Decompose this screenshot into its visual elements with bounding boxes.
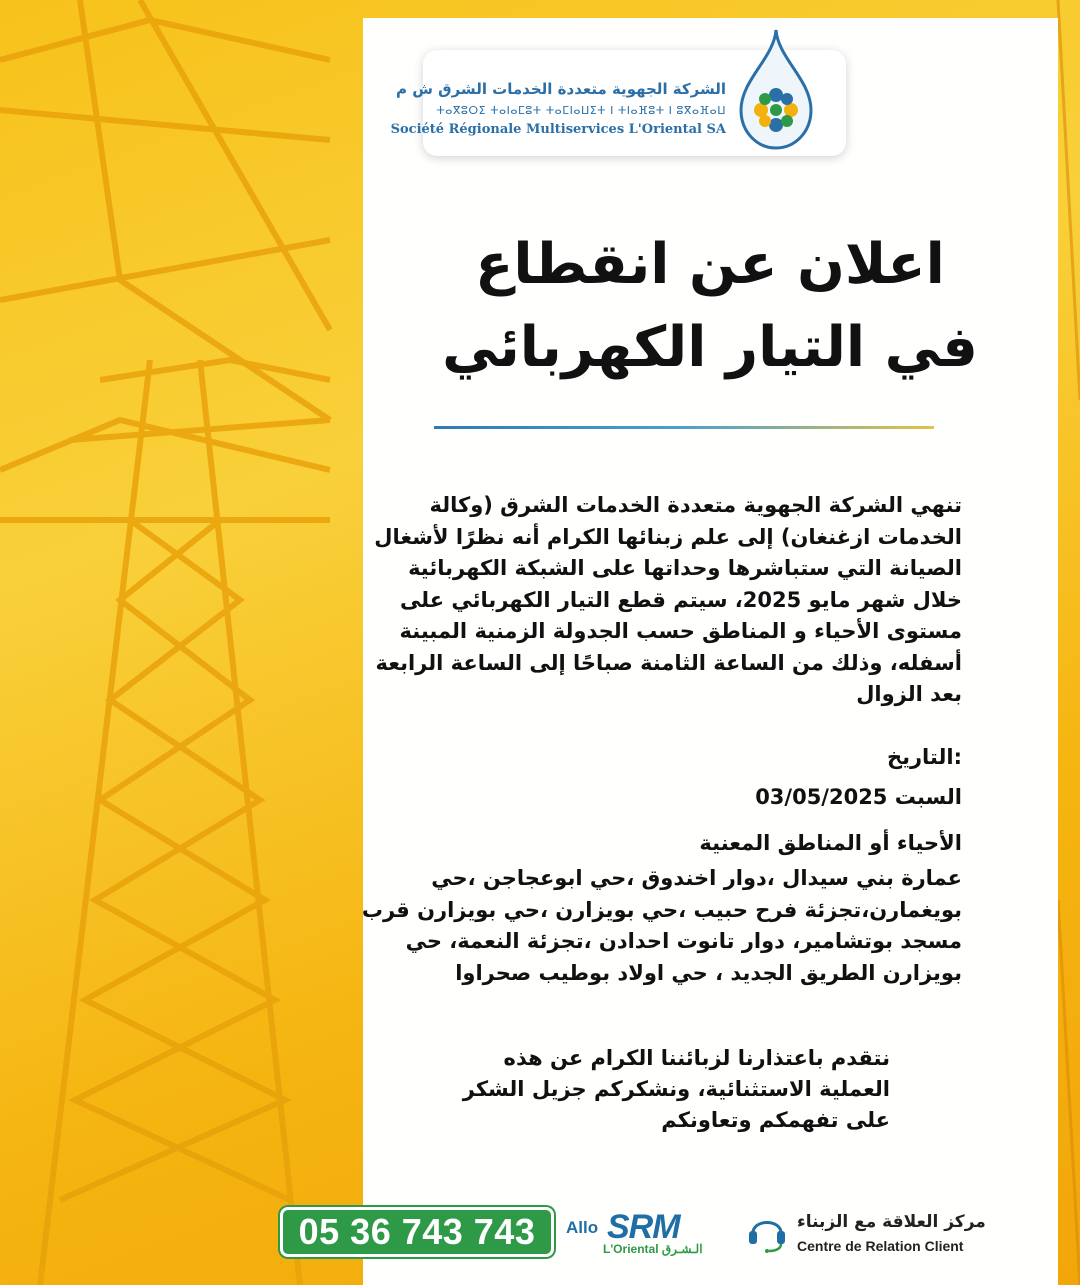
- company-name-arabic: الشركة الجهوية متعددة الخدمات الشرق ش م: [396, 80, 726, 98]
- srm-logo-text: SRM: [607, 1208, 680, 1246]
- date-value: السبت 03/05/2025: [755, 785, 962, 809]
- company-name-french: Société Régionale Multiservices L'Oriental SA: [390, 122, 726, 137]
- company-name-tifinagh: ⵜⴰⴳⵓⵔⵉ ⵜⴰⵏⴰⵎⵓⵜ ⵜⴰⵎⵏⴰⵡⵉⵜ ⵏ ⵜⵏⴰⴼⵓⵜ ⵏ ⵓⴳⴰⴼⴰⵡ: [436, 104, 726, 117]
- drop-logo-icon: [735, 28, 817, 150]
- zones-label: الأحياء أو المناطق المعنية: [699, 831, 962, 855]
- headline-line-1: اعلان عن انقطاع: [475, 232, 945, 297]
- headline-line-2: في التيار الكهربائي: [442, 315, 978, 380]
- zones-list: عمارة بني سيدال ،دوار اخندوق ،حي ابوعجاجن ،حي بويغمارن،تجزئة فرح حبيب ،حي بويزارن ،حي بويزارن قرب مسجد بوتشامير، دوار تانوت احدادن ،تجزئة النعمة، حي بويزارن الطريق الجديد ، حي اولاد بوطيب صحراوا: [361, 866, 962, 985]
- centre-name-french: Centre de Relation Client: [797, 1238, 964, 1254]
- title-divider: [434, 426, 934, 429]
- intro-paragraph: تنهي الشركة الجهوية متعددة الخدمات الشرق (وكالة الخدمات ازغنغان) إلى علم زبنائها الكرام أنه نظرًا لأشغال الصيانة التي ستباشرها وحداتها على الشبكة الكهربائية خلال شهر مايو 2025، سيتم قطع التيار الكهربائي على مستوى الأحياء و المناطق حسب الجدولة الزمنية المبينة أسفله، وذلك من الساعة الثامنة صباحًا إلى الساعة الرابعة بعد الزوال: [374, 493, 962, 706]
- headset-icon: [747, 1209, 787, 1253]
- phone-number-badge[interactable]: 05 36 743 743: [280, 1207, 554, 1257]
- date-label: :التاريخ: [886, 745, 962, 769]
- allo-label: Allo: [566, 1218, 599, 1237]
- srm-subtitle: L'Oriental الـشـرق: [603, 1242, 703, 1256]
- centre-name-arabic: مركز العلاقة مع الزبناء: [797, 1212, 986, 1232]
- closing-paragraph: نتقدم باعتذارنا لزبائننا الكرام عن هذه العملية الاستثنائية، ونشكركم جزيل الشكر على تفهمكم وتعاونكم: [462, 1046, 890, 1132]
